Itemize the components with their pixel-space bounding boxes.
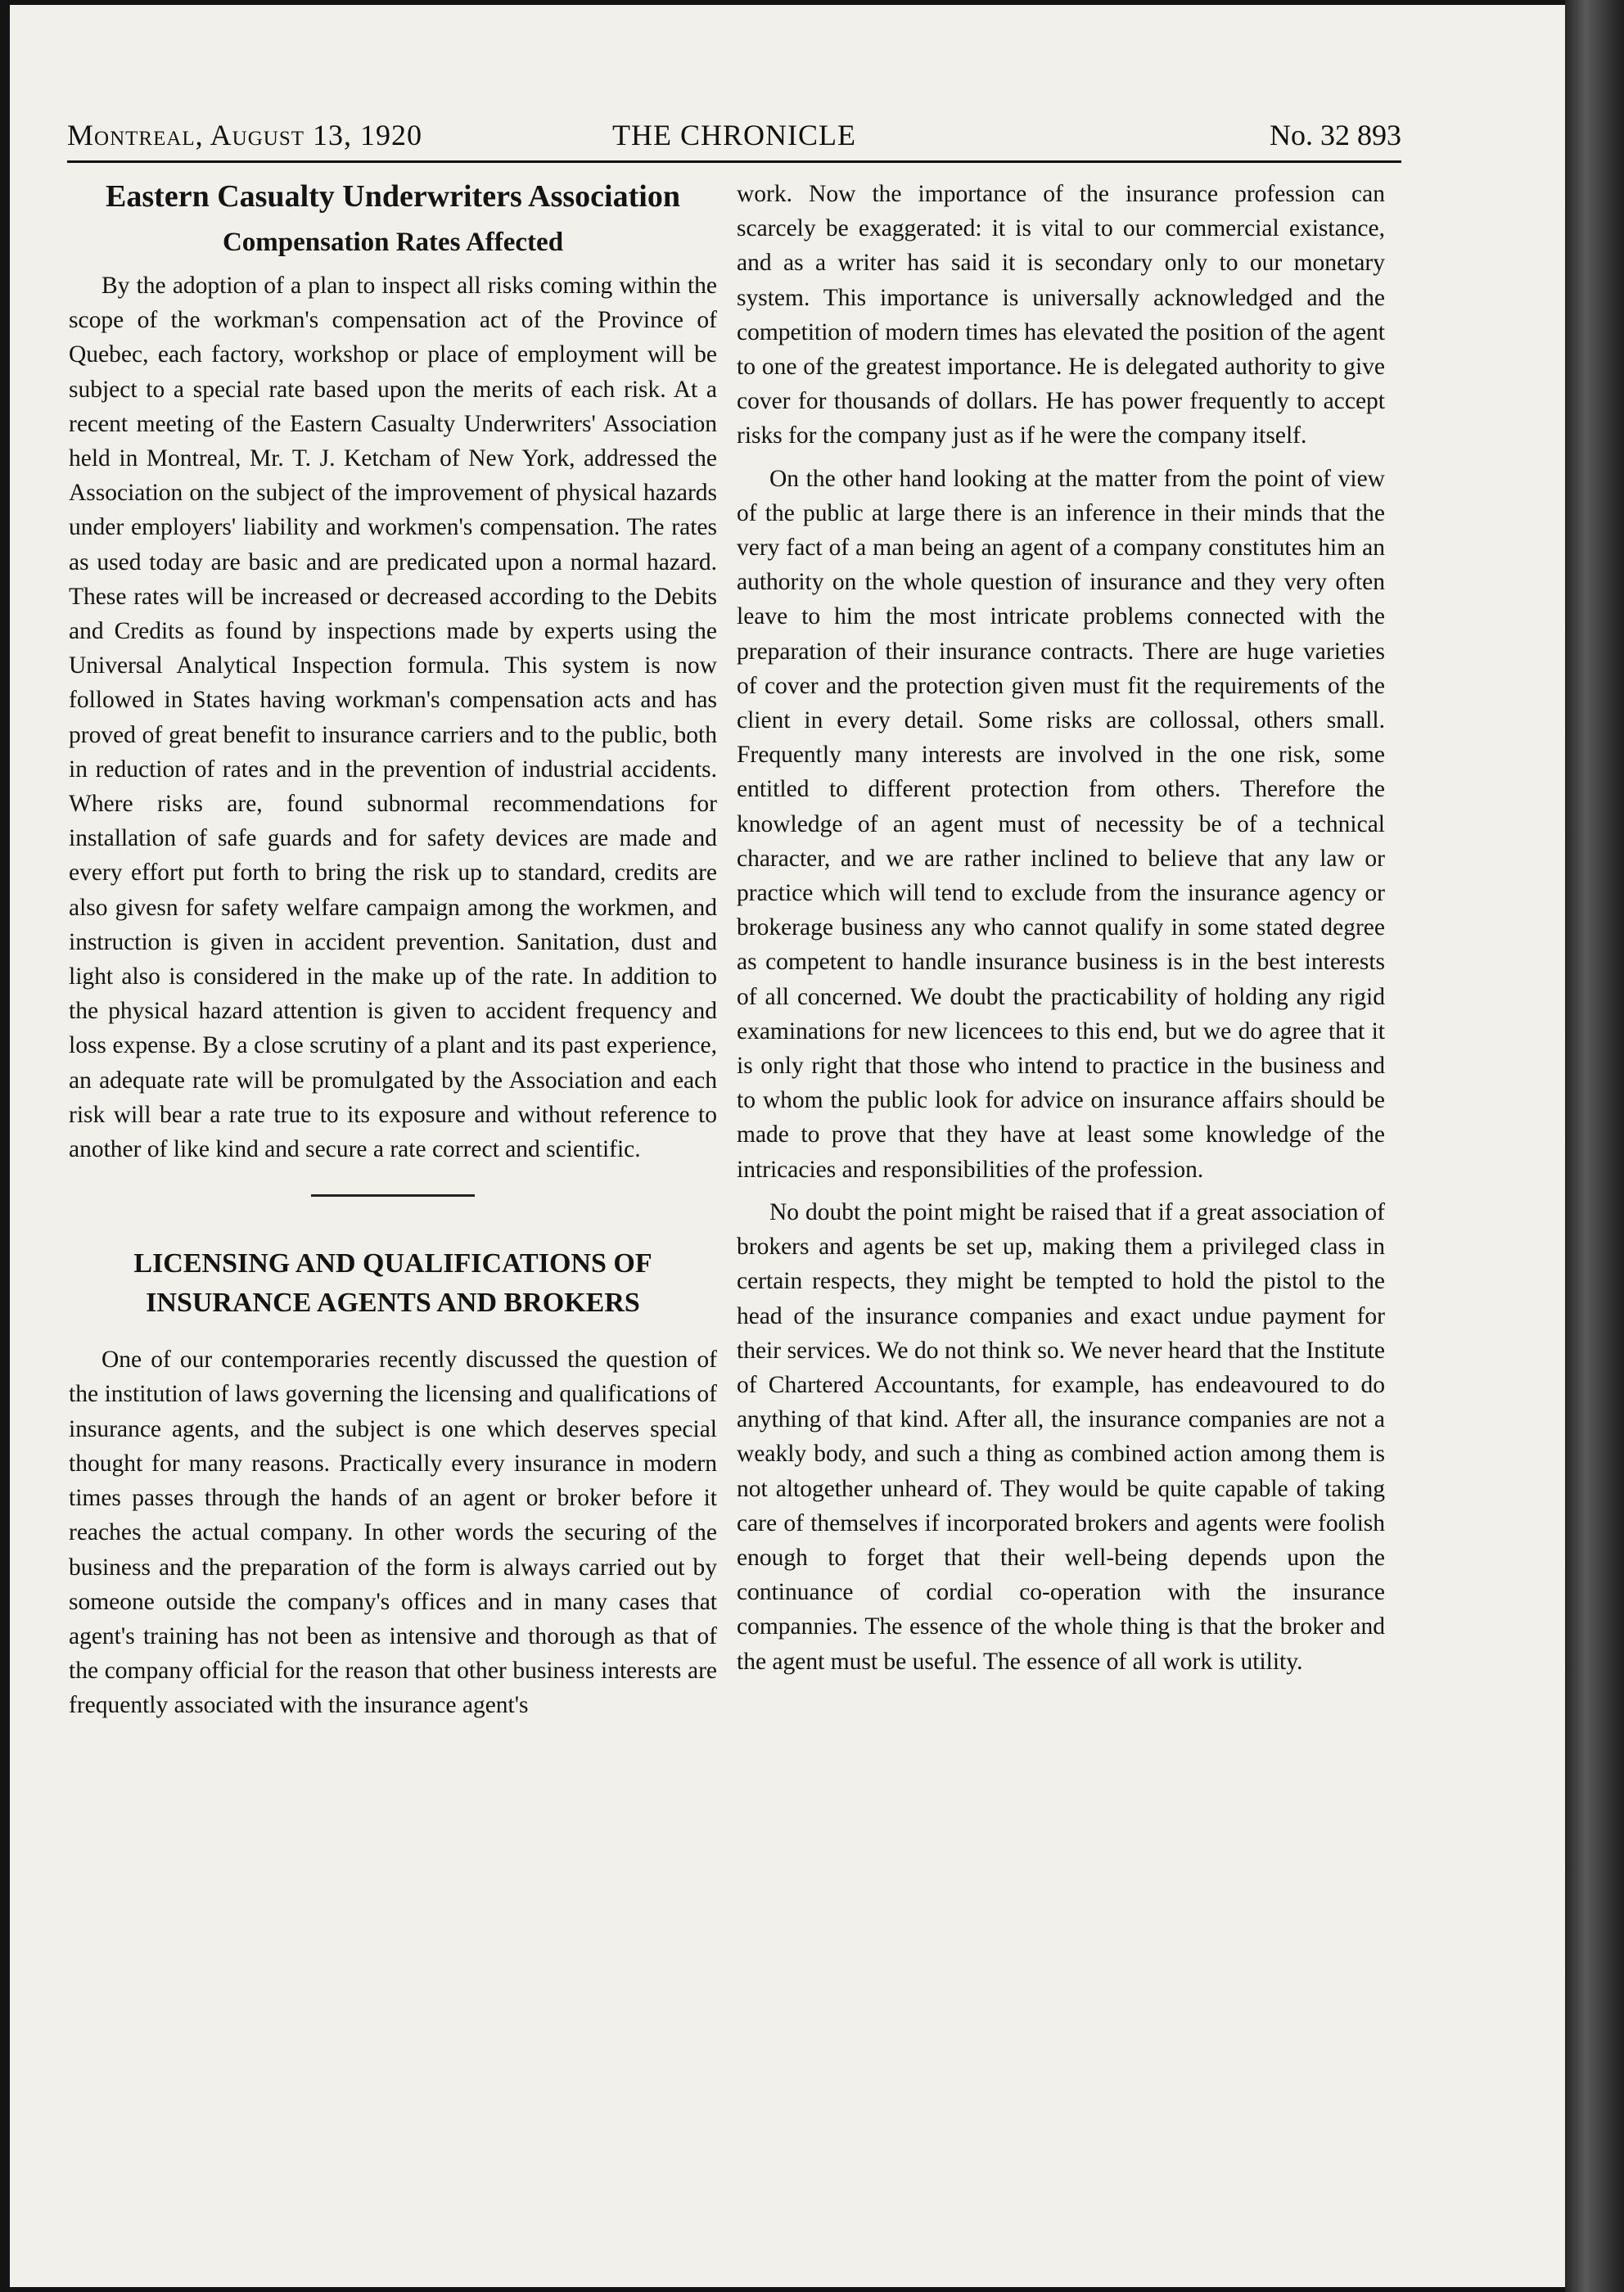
- article-title-licensing: LICENSING AND QUALIFICATIONS OF INSURANCE AGENTS AND BROKERS: [133, 1248, 652, 1319]
- header-place-date: Montreal, August 13, 1920: [67, 119, 423, 151]
- article-paragraph: No doubt the point might be raised that if a great association of brokers and agents be set up, making them a privileged class in certain respects, they might be tempted to hold the pistol to the head of the insurance companies and exact undue payment for their services. We do not think so. We never heard that the Institute of Chartered Accountants, for example, has endeavoured to do anything of that kind. After all, the insurance companies are not a weakly body, and such a thing as combined action among them is not altogether unheard of. They would be quite capable of taking care of themselves if incorporated brokers and agents were foolish enough to forget that their well-being depends upon the continuance of cordial co-operation with the insurance compannies. The essence of the whole thing is that the broker and the agent must be useful. The essence of all work is utility.: [737, 1198, 1385, 1675]
- header-rule: [67, 160, 1401, 163]
- header-issue-page: No. 32 893: [1270, 119, 1401, 151]
- article-paragraph: One of our contemporaries recently discussed the question of the institution of laws governing the licensing and qualifications of insurance agents, and the subject is one which deserves special thought for many reasons. Practically every insurance in modern times passes through the hands of an agent or broker before it reaches the actual company. In other words the securing of the business and the preparation of the form is always carried out by someone outside the company's offices and in many cases that agent's training has not been as intensive and thorough as that of the company official for the reason that other business interests are frequently associated with the insurance agent's: [69, 1347, 717, 1719]
- newspaper-page: [10, 5, 1565, 2287]
- page-header: [67, 118, 1401, 154]
- paragraph-gap: [737, 453, 1385, 462]
- article-paragraph: By the adoption of a plan to inspect all risks coming within the scope of the workman's compensation act of the Province of Quebec, each factory, workshop or place of employment will be subject to a special rate based upon the merits of each risk. At a recent meeting of the Eastern Casualty Underwriters' Association held in Montreal, Mr. T. J. Ketcham of New York, addressed the Association on the subject of the improvement of physical hazards under employers' liability and workmen's compensation. The rates as used today are basic and are predicated upon a normal hazard. These rates will be increased or decreased according to the Debits and Credits as found by inspections made by experts using the Universal Analytical Inspection formula. This system is now followed in States having workman's compensation acts and has proved of great benefit to insurance carriers and to the public, both in reduction of rates and in the prevention of industrial accidents. Where risks are, found subnormal recommendations for installation of safe guards and for safety devices are made and every effort put forth to bring the risk up to standard, credits are also givesn for safety welfare campaign among the workmen, and instruction is given in accident prevention. Sanitation, dust and light also is considered in the make up of the rate. In addition to the physical hazard attention is given to accident frequency and loss expense. By a close scrutiny of a plant and its past experience, an adequate rate will be promulgated by the Association and each risk will bear a rate true to its exposure and without reference to another of like kind and secure a rate correct and scientific.: [69, 273, 717, 1163]
- left-column: [69, 177, 717, 1723]
- book-binding-edge: [1565, 0, 1624, 2292]
- paragraph-gap: [737, 1187, 1385, 1195]
- journal-title: THE CHRONICLE: [612, 119, 856, 151]
- article-divider: [311, 1194, 475, 1197]
- article-paragraph-continued: work. Now the importance of the insurance profession can scarcely be exaggerated: it is vital to our commercial existance, and as a writer has said it is secondary only to our monetary system. This importance is universally acknowledged and the competition of modern times has elevated the position of the agent to one of the greatest importance. He is delegated authority to give cover for thousands of dollars. He has power frequently to accept risks for the company just as if he were the company itself.: [737, 181, 1385, 449]
- right-column: [737, 177, 1385, 1679]
- article-paragraph: On the other hand looking at the matter from the point of view of the public at large there is an inference in their minds that the very fact of a man being an agent of a company constitutes him an authority on the whole question of insurance and they very often leave to him the most intricate problems connected with the preparation of their insurance contracts. There are huge varieties of cover and the protection given must fit the requirements of the client in every detail. Some risks are collossal, others small. Frequently many interests are involved in the one risk, some entitled to different protection from others. Therefore the knowledge of an agent must of necessity be of a technical character, and we are rather inclined to believe that any law or practice which will tend to exclude from the insurance agency or brokerage business any who cannot qualify in some stated degree as competent to handle insurance business is in the best interests of all concerned. We doubt the practicability of holding any rigid examinations for new licencees to this end, but we do agree that it is only right that those who intend to practice in the business and to whom the public look for advice on insurance affairs should be made to prove that they have at least some knowledge of the intricacies and responsibilities of the profession.: [737, 465, 1385, 1183]
- article-title-eastern-casualty: Eastern Casualty Underwriters Association: [106, 179, 680, 214]
- article-subtitle-compensation: Compensation Rates Affected: [222, 228, 564, 257]
